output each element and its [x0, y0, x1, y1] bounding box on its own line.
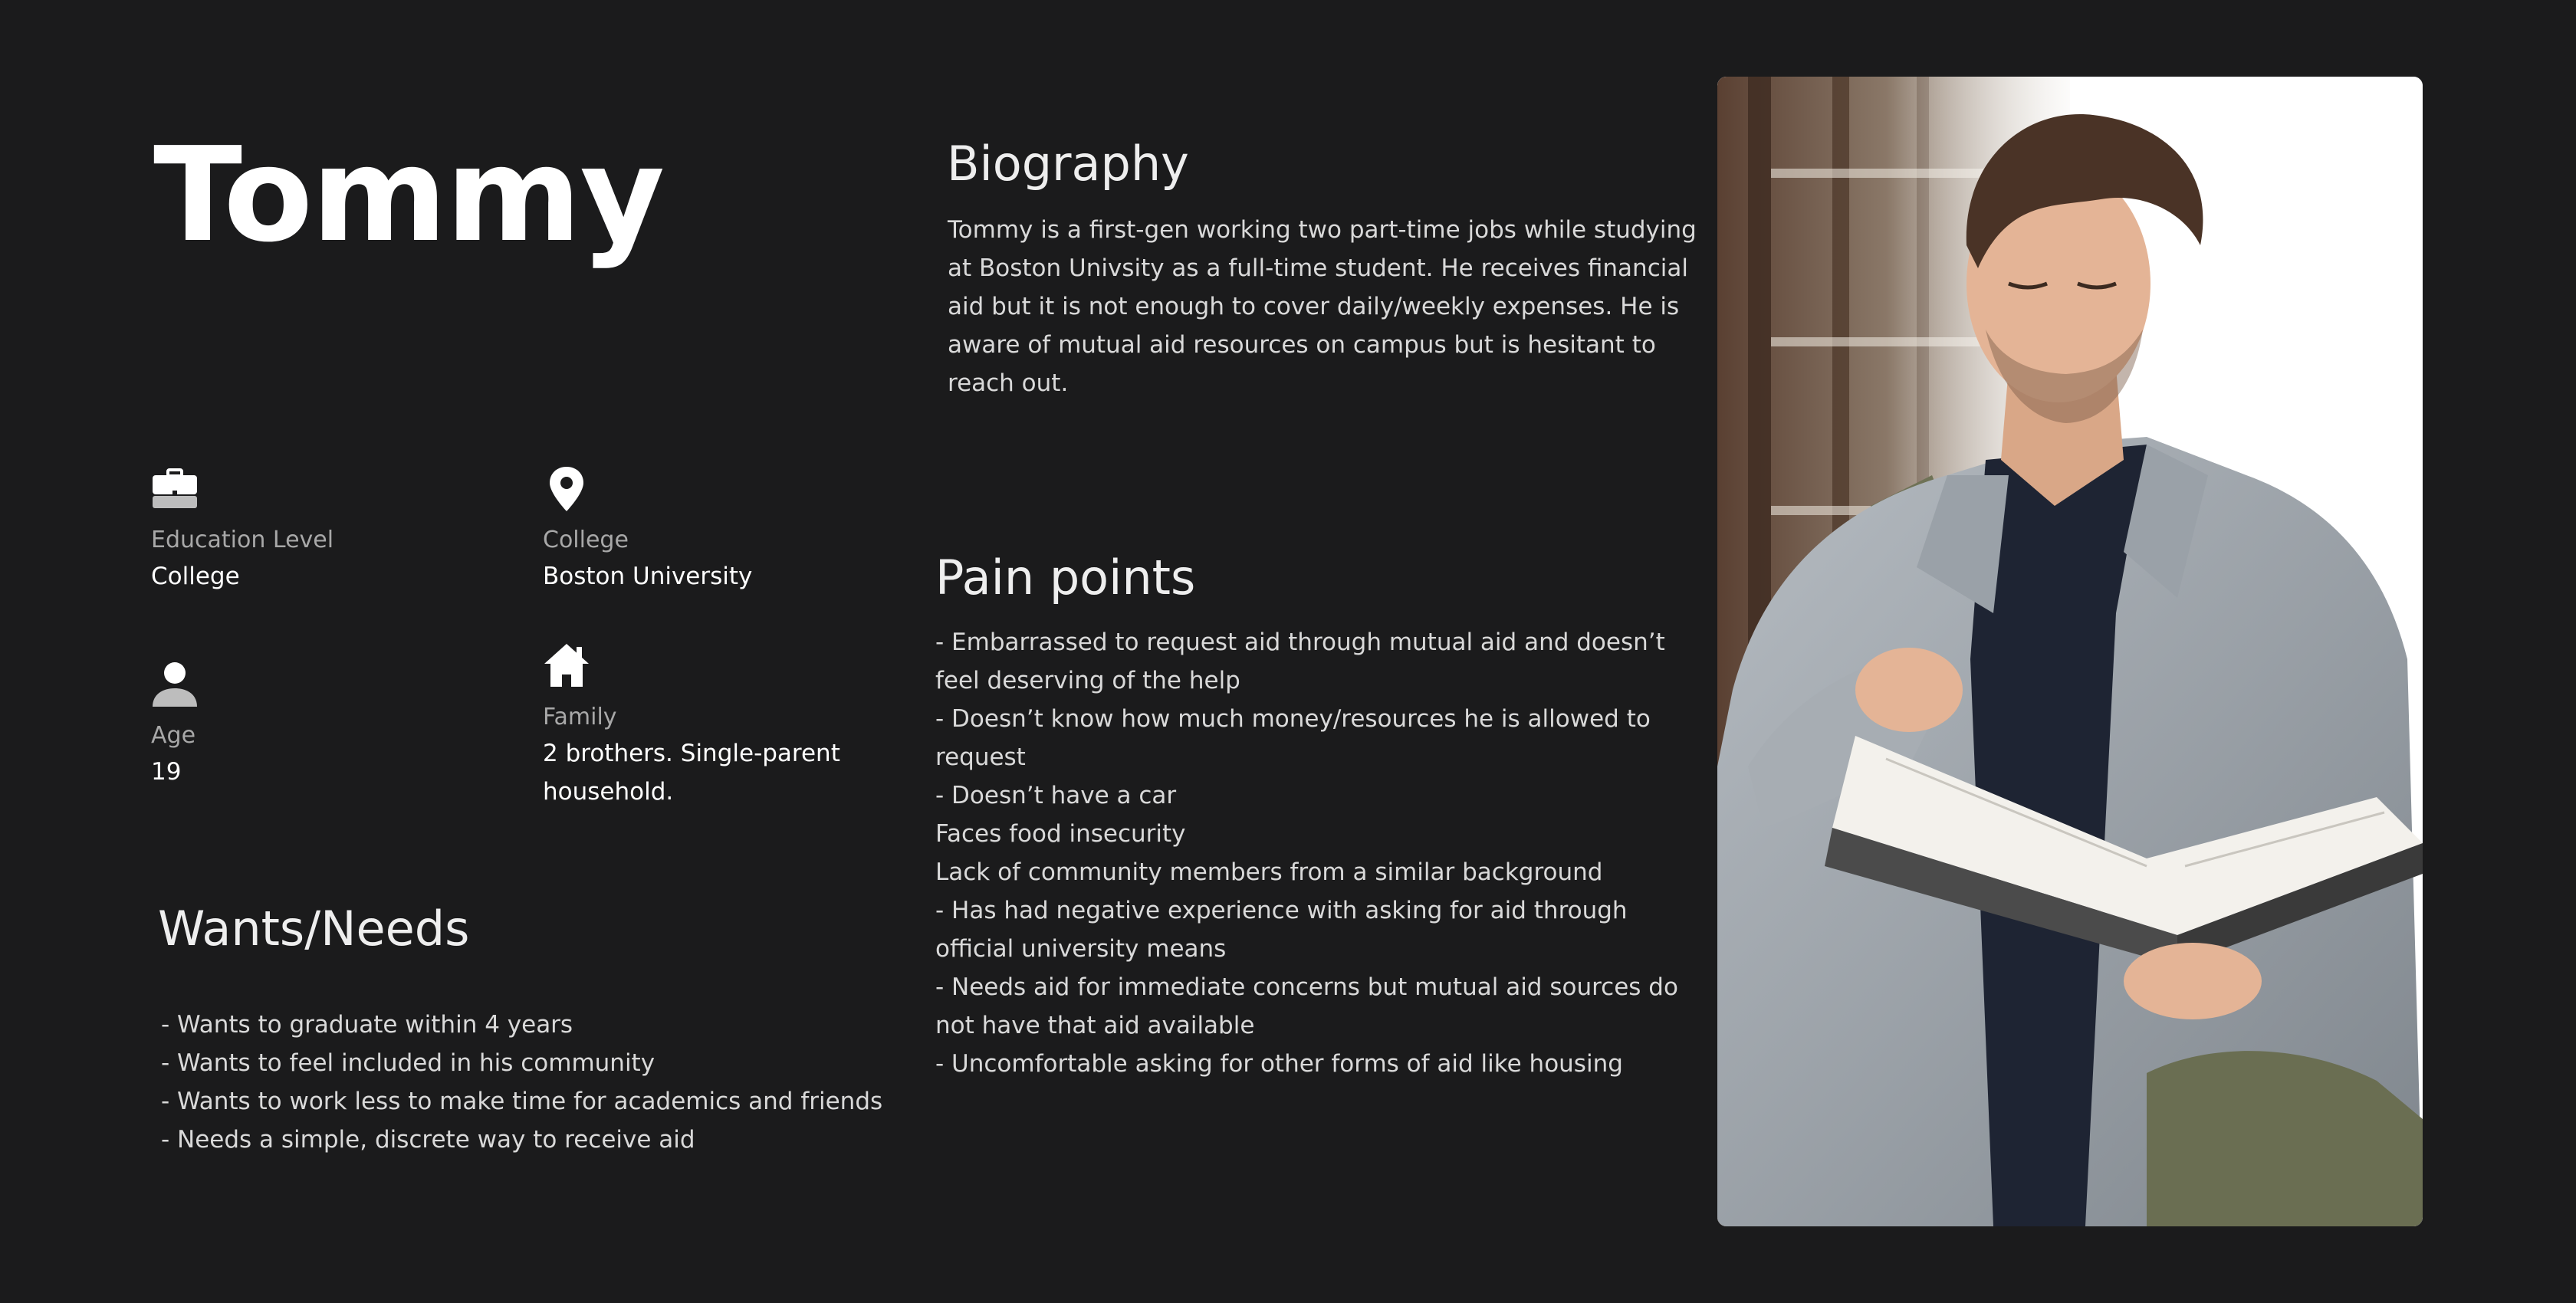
pain-point-line: request	[935, 743, 1026, 771]
person-icon	[151, 661, 199, 708]
wants-needs-list	[161, 1006, 882, 1159]
pain-point-line: Lack of community members from a similar background	[935, 858, 1603, 886]
pain-point-line: not have that aid available	[935, 1012, 1255, 1039]
biography-line: aid but it is not enough to cover daily/weekly expenses. He is	[948, 293, 1680, 320]
pain-point-line: - Uncomfortable asking for other forms of aid like housing	[935, 1050, 1623, 1078]
persona-name: Tommy	[153, 120, 664, 271]
biography-title: Biography	[947, 136, 1189, 192]
biography-line: at Boston Univsity as a full-time student. He receives financial	[948, 254, 1688, 282]
biography-text	[948, 211, 1697, 402]
pain-point-line: - Doesn’t have a car	[935, 782, 1177, 809]
education-info	[151, 465, 334, 596]
pain-point-line: Faces food insecurity	[935, 820, 1186, 848]
biography-line: Tommy is a first-gen working two part-time jobs while studying	[948, 216, 1697, 244]
age-value: 19	[151, 758, 182, 786]
biography-line: aware of mutual aid resources on campus but is hesitant to	[948, 331, 1656, 359]
pain-point-line: feel deserving of the help	[935, 667, 1240, 694]
wants-needs-line: - Wants to work less to make time for academics and friends	[161, 1088, 883, 1115]
student-reading-illustration	[1717, 77, 2423, 1226]
college-info	[543, 465, 752, 596]
family-info	[543, 642, 840, 811]
pain-point-line: - Doesn’t know how much money/resources he is allowed to	[935, 705, 1651, 733]
briefcase-icon	[151, 465, 199, 513]
pain-point-line: official university means	[935, 935, 1227, 963]
home-icon	[543, 642, 590, 690]
biography-line: reach out.	[948, 369, 1069, 397]
family-label: Family	[543, 704, 617, 730]
pain-point-line: - Needs aid for immediate concerns but mutual aid sources do	[935, 973, 1678, 1001]
college-value: Boston University	[543, 563, 753, 590]
family-value-line: 2 brothers. Single-parent	[543, 740, 840, 767]
education-label: Education Level	[151, 527, 334, 553]
pain-point-line: - Has had negative experience with asking for aid through	[935, 897, 1628, 924]
wants-needs-title: Wants/Needs	[158, 901, 470, 957]
college-label: College	[543, 527, 629, 553]
pain-points-title: Pain points	[935, 550, 1196, 606]
pain-point-line: - Embarrassed to request aid through mutual aid and doesn’t	[935, 629, 1665, 656]
wants-needs-line: - Wants to feel included in his community	[161, 1049, 656, 1077]
location-pin-icon	[543, 465, 590, 513]
family-value-line: household.	[543, 778, 674, 806]
pain-points-list	[935, 623, 1678, 1083]
wants-needs-line: - Needs a simple, discrete way to receive aid	[161, 1126, 695, 1154]
education-value: College	[151, 563, 240, 590]
age-info	[151, 661, 199, 791]
wants-needs-line: - Wants to graduate within 4 years	[161, 1011, 573, 1039]
persona-photo	[1717, 77, 2423, 1226]
age-label: Age	[151, 722, 196, 749]
